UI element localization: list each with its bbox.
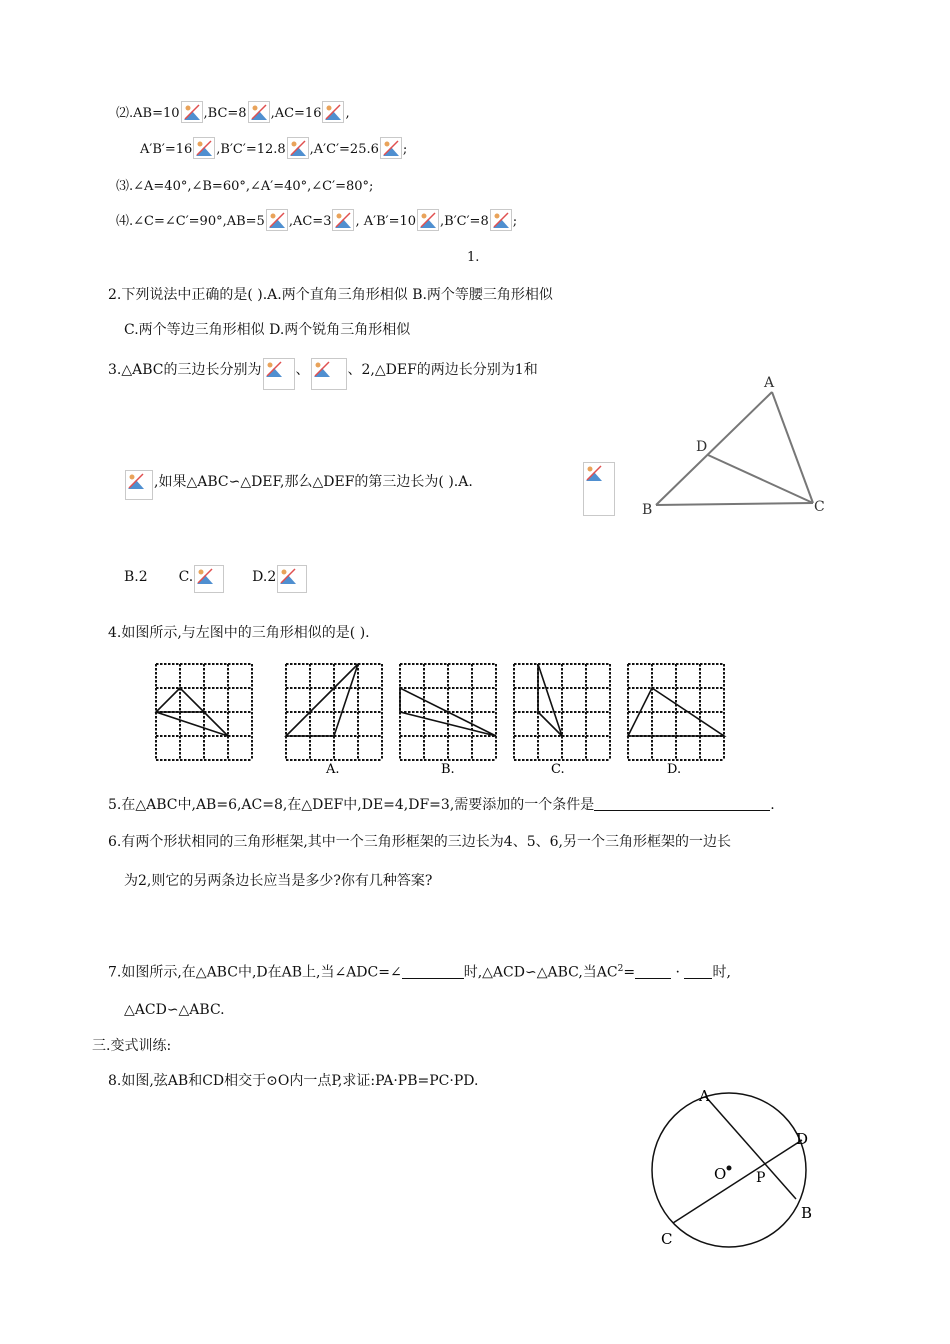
formula-image-icon bbox=[287, 137, 309, 159]
q7-angle-blank[interactable] bbox=[402, 964, 464, 979]
grid-option-b[interactable] bbox=[400, 664, 496, 760]
formula-image-icon bbox=[263, 358, 295, 390]
formula-image-icon bbox=[248, 101, 270, 123]
formula-image-icon bbox=[322, 101, 344, 123]
q7-blank-1[interactable] bbox=[635, 964, 671, 979]
label-d: D bbox=[796, 1130, 809, 1148]
circle-figure bbox=[645, 1085, 835, 1255]
grid-option-a[interactable] bbox=[286, 664, 382, 760]
q6-line1: 6.有两个形状相同的三角形框架,其中一个三角形框架的三边长为4、5、6,另一个三角形框架的一边长 bbox=[108, 834, 731, 850]
page-number: 1. bbox=[467, 250, 480, 265]
grid-option-d[interactable] bbox=[628, 664, 724, 760]
formula-image-icon bbox=[277, 565, 307, 593]
grid-figures bbox=[150, 658, 730, 783]
q7-line1: 7.如图所示,在△ABC中,D在AB上,当∠ADC=∠ 时,△ACD∽△ABC,当$AC^2=$ · 时, bbox=[108, 964, 731, 981]
q6-line2: 为2,则它的另两条边长应当是多少?你有几种答案? bbox=[124, 873, 433, 889]
q1-item4: ⑷.∠C=∠C′=90°,AB=5 ,AC=3 , A′B′=10 ,B′C′=8 ; bbox=[116, 209, 517, 232]
label-c: C bbox=[814, 499, 825, 515]
option-c-label: C. bbox=[551, 762, 565, 777]
triangle-figure bbox=[630, 370, 840, 520]
q3-line1: 3.△ABC的三边长分别为 、 、2,△DEF的两边长分别为1和 bbox=[108, 358, 538, 390]
formula-image-icon bbox=[125, 470, 153, 500]
formula-image-icon bbox=[417, 209, 439, 231]
label-a: A bbox=[764, 375, 775, 391]
option-b-label: B. bbox=[441, 762, 455, 777]
q8-text: 8.如图,弦AB和CD相交于⊙O内一点P,求证:PA·PB=PC·PD. bbox=[108, 1073, 479, 1089]
option-a-label: A. bbox=[326, 762, 340, 777]
label-b: B bbox=[642, 502, 653, 518]
q2-line2: C.两个等边三角形相似 D.两个锐角三角形相似 bbox=[124, 322, 411, 338]
label-d: D bbox=[696, 439, 708, 455]
formula-image-icon bbox=[583, 462, 615, 516]
section-title: 三.变式训练: bbox=[92, 1038, 172, 1054]
label-b: B bbox=[801, 1204, 813, 1222]
grid-option-c[interactable] bbox=[514, 664, 610, 760]
formula-image-icon bbox=[332, 209, 354, 231]
q3-line2: ,如果△ABC∽△DEF,那么△DEF的第三边长为( ).A. bbox=[124, 470, 473, 500]
q2-line1: 2.下列说法中正确的是( ).A.两个直角三角形相似 B.两个等腰三角形相似 bbox=[108, 287, 553, 303]
q5-answer-blank[interactable] bbox=[594, 796, 770, 811]
grid-original bbox=[156, 664, 252, 760]
option-d-label: D. bbox=[667, 762, 682, 777]
formula-image-icon bbox=[266, 209, 288, 231]
label-a: A bbox=[699, 1087, 710, 1105]
q5-text: 5.在△ABC中,AB=6,AC=8,在△DEF中,DE=4,DF=3,需要添加的一个条件是 . bbox=[108, 797, 775, 813]
label-o: O bbox=[714, 1165, 727, 1183]
formula-image-icon bbox=[490, 209, 512, 231]
q1-item3: ⑶.∠A=40°,∠B=60°,∠A′=40°,∠C′=80°; bbox=[116, 179, 374, 194]
q1-item2a: ⑵.AB=10 ,BC=8 ,AC=16 , bbox=[116, 101, 350, 124]
label-c: C bbox=[661, 1230, 673, 1248]
formula-image-icon bbox=[181, 101, 203, 123]
formula-image-icon bbox=[311, 358, 347, 390]
label-p: P bbox=[756, 1170, 766, 1186]
q3-options: B.2 C. D.2 bbox=[124, 565, 308, 593]
formula-image-icon bbox=[194, 565, 224, 593]
chord-ab bbox=[706, 1097, 796, 1199]
formula-image-icon bbox=[193, 137, 215, 159]
side-bc bbox=[656, 503, 813, 505]
chord-cd bbox=[673, 1140, 802, 1223]
q7-line2: △ACD∽△ABC. bbox=[124, 1002, 225, 1018]
q1-item2b: A′B′=16 ,B′C′=12.8 ,A′C′=25.6 ; bbox=[140, 137, 407, 160]
q4-text: 4.如图所示,与左图中的三角形相似的是( ). bbox=[108, 625, 370, 641]
side-ab bbox=[656, 392, 772, 505]
q7-blank-2[interactable] bbox=[684, 964, 712, 979]
center-dot bbox=[727, 1166, 732, 1171]
formula-image-icon bbox=[380, 137, 402, 159]
